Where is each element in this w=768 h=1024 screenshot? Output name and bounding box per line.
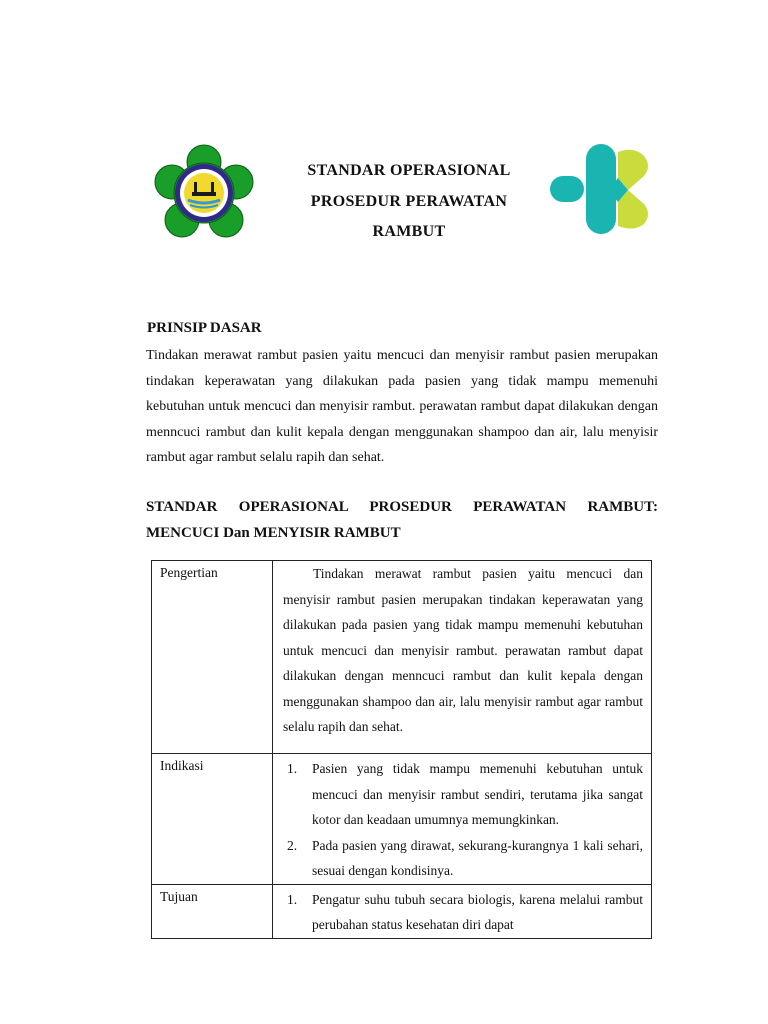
row-content-indikasi [273, 754, 652, 885]
list-item [283, 887, 643, 938]
sop-heading [146, 494, 658, 546]
sop-heading-line-2: MENCUCI Dan MENYISIR RAMBUT [146, 525, 401, 541]
sop-table [151, 560, 652, 939]
list-item [283, 756, 643, 833]
row-label-pengertian: Pengertian [152, 561, 273, 754]
row-content-pengertian [273, 561, 652, 754]
list-item-number: 1. [287, 891, 298, 907]
list-item-number: 2. [287, 837, 298, 853]
row-label-indikasi: Indikasi [152, 754, 273, 885]
title-line-1: STANDAR OPERASIONAL [307, 162, 511, 179]
health-ministry-logo-icon [548, 142, 652, 236]
row-content-tujuan [273, 884, 652, 938]
list-item [283, 833, 643, 884]
table-row-pengertian [152, 561, 652, 754]
table-row-indikasi [152, 754, 652, 885]
document-title [270, 156, 548, 248]
title-line-2: PROSEDUR PERAWATAN [310, 192, 508, 210]
sop-heading-line-1: STANDAR OPERASIONAL PROSEDUR PERAWATAN RAMBUT: [146, 499, 658, 515]
prinsip-dasar-text: Tindakan merawat rambut pasien yaitu mencuci dan menyisir rambut pasien merupakan tindakan keperawatan yang dilakukan pada pasien yang tidak mampu memenuhi kebutuhan untuk mencuci dan menyisir rambut. perawatan rambut dapat dilakukan dengan menncuci rambut dan kulit kepala dengan menggunakan shampoo dan air, lalu menyisir rambut agar rambut selalu rapih dan sehat. [146, 348, 658, 465]
title-line-3: RAMBUT [372, 223, 446, 240]
indikasi-list [283, 756, 643, 884]
institution-seal-logo-icon [152, 144, 256, 242]
list-item-text: Pada pasien yang dirawat, sekurang-kurangnya 1 kali sehari, sesuai dengan kondisinya. [312, 837, 643, 878]
list-item-number: 1. [287, 761, 298, 776]
list-item-text: Pengatur suhu tubuh secara biologis, karena melalui rambut perubahan status kesehatan diri dapat [312, 891, 643, 932]
row-label-tujuan: Tujuan [152, 884, 273, 938]
tujuan-list [283, 887, 643, 938]
table-row-tujuan [152, 884, 652, 938]
prinsip-dasar-heading: PRINSIP DASAR [147, 320, 262, 336]
list-item-text: Pasien yang tidak mampu memenuhi kebutuhan untuk mencuci dan menyisir rambut sendiri, terutama jika sangat kotor dan keadaan umumnya memungkinkan. [312, 761, 643, 827]
pengertian-text: Tindakan merawat rambut pasien yaitu mencuci dan menyisir rambut pasien merupakan tindakan keperawatan yang dilakukan pada pasien yang tidak mampu memenuhi kebutuhan untuk mencuci dan menyisir rambut. perawatan rambut dapat dilakukan dengan menncuci rambut dan kulit kepala dengan menggunakan shampoo dan air, lalu menyisir rambut agar rambut selalu rapih dan sehat. [283, 566, 643, 734]
